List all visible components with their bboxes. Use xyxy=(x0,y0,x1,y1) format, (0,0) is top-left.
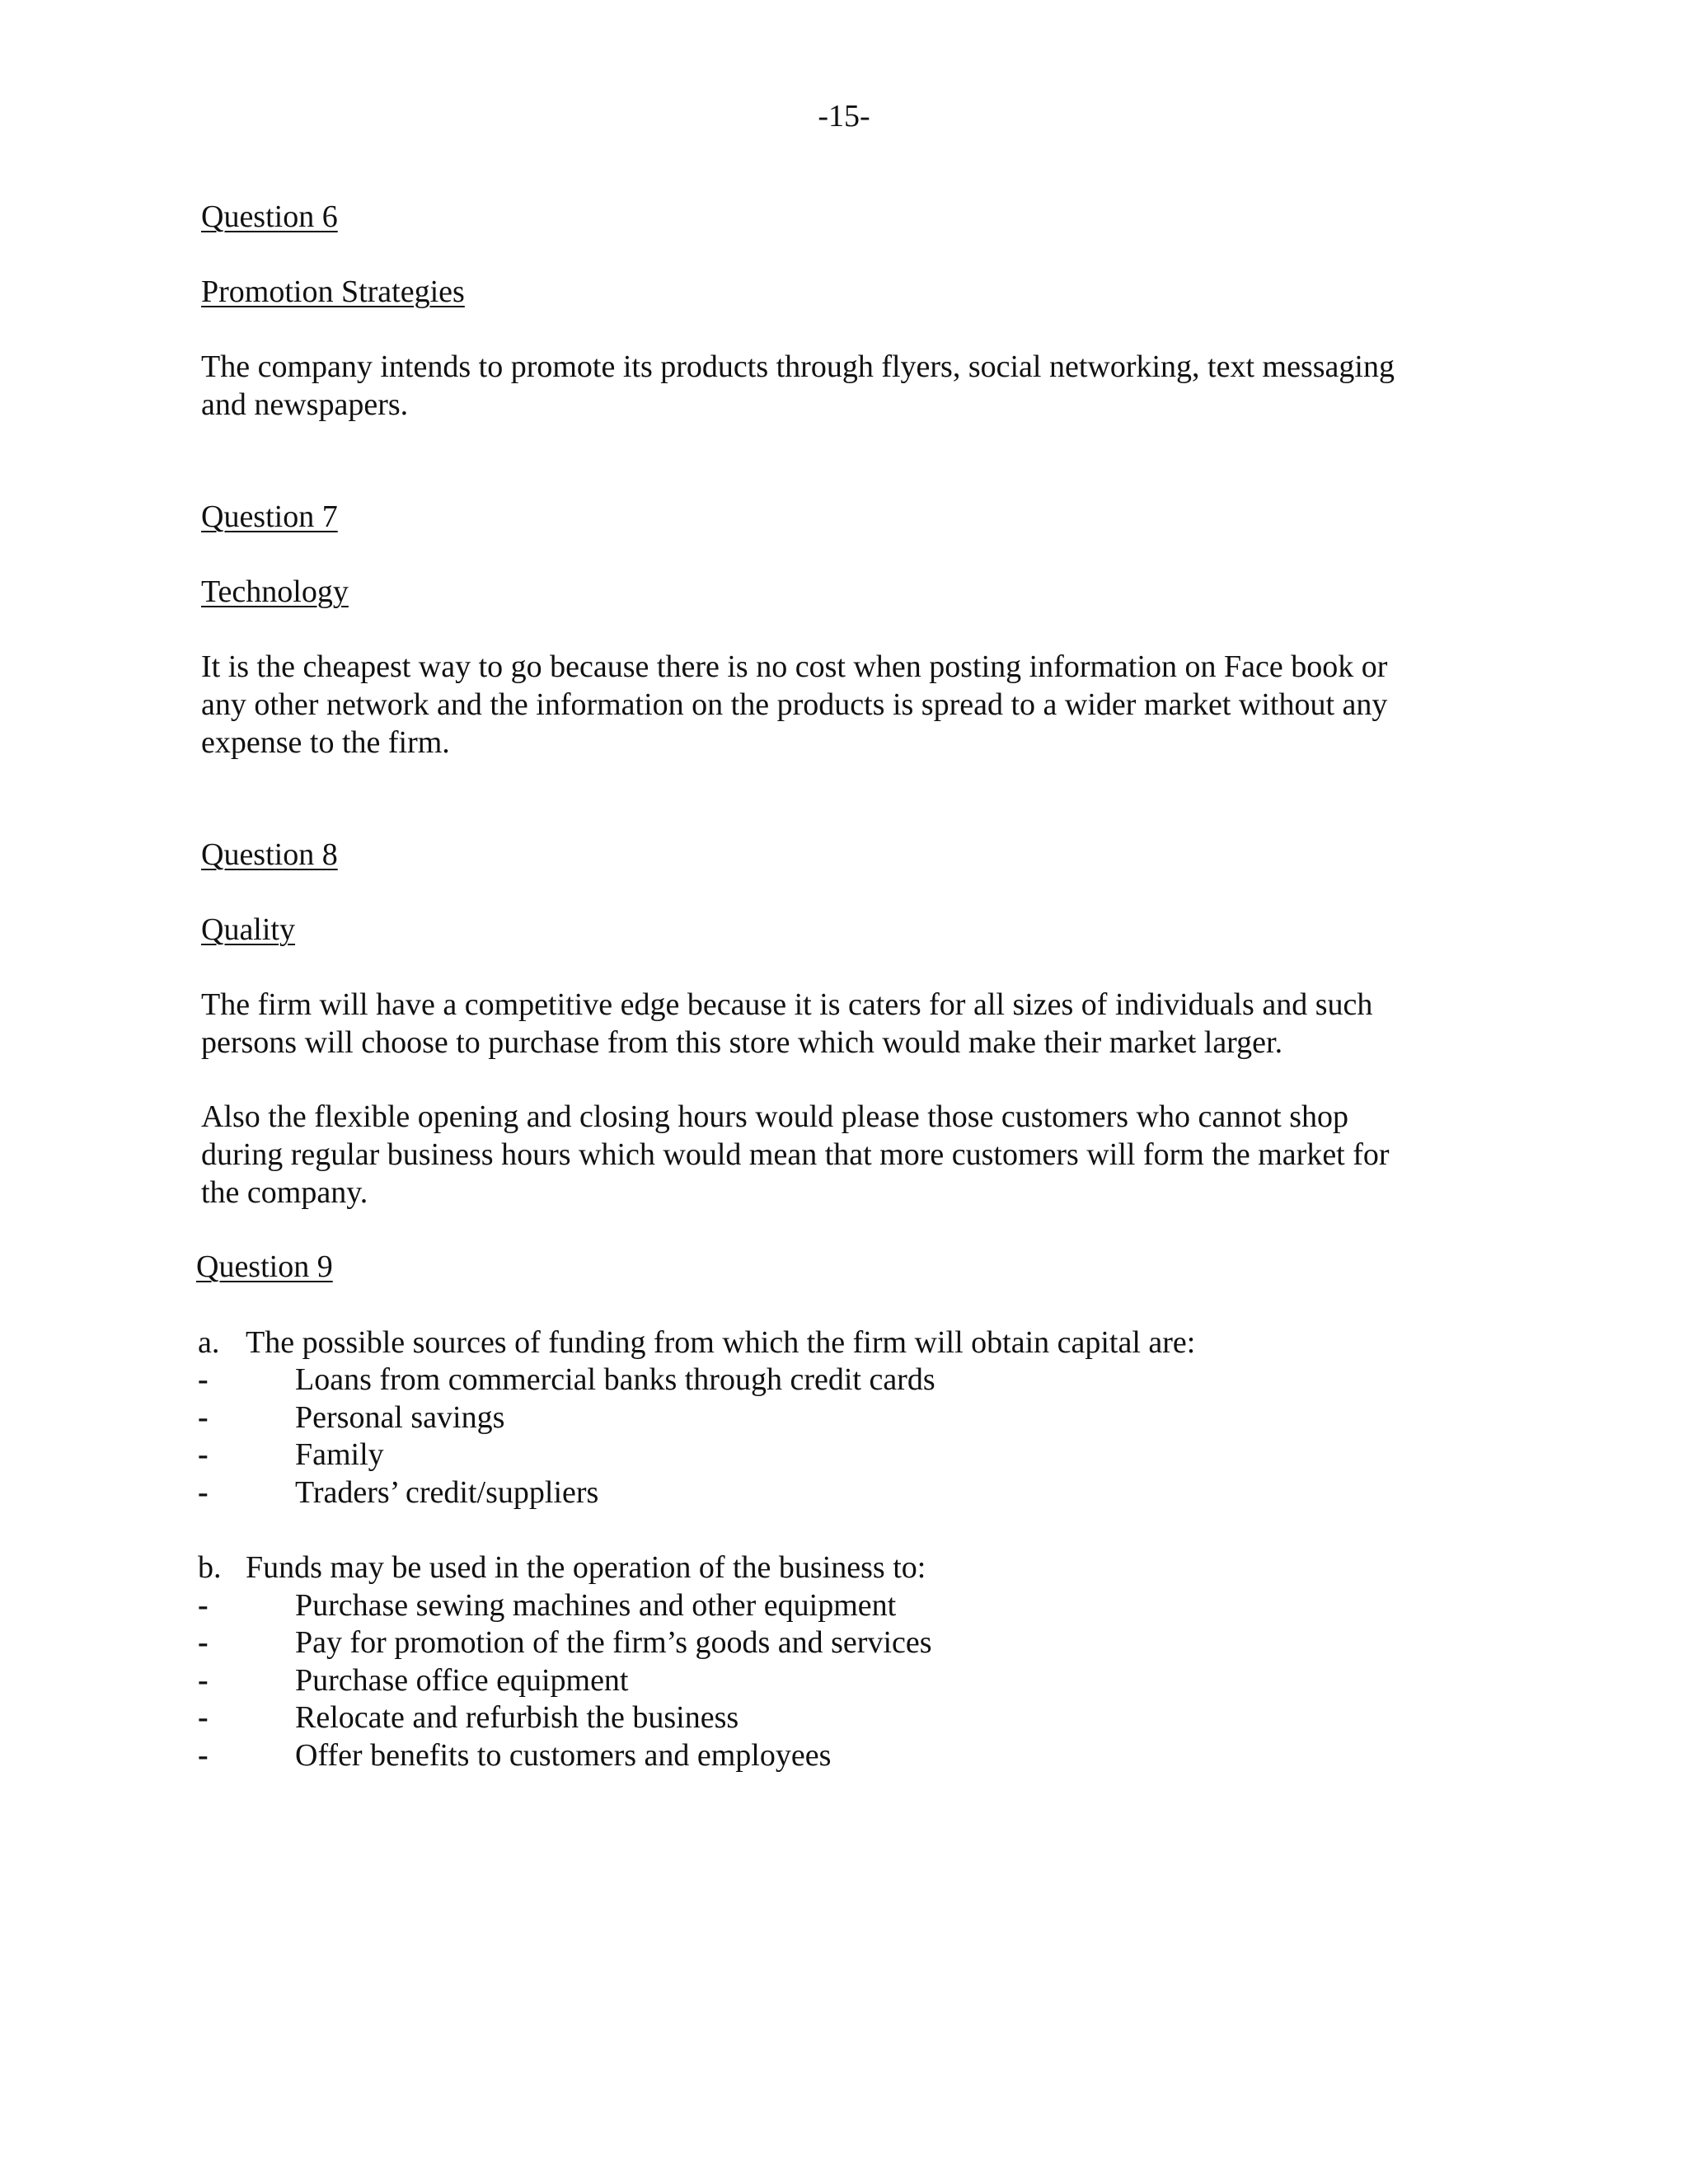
part-a-letter: a. xyxy=(198,1325,220,1360)
question-7-heading: Question 7 xyxy=(201,499,338,534)
list-dash: - xyxy=(198,1475,209,1510)
question-9-heading: Question 9 xyxy=(196,1249,333,1284)
paragraph-line: and newspapers. xyxy=(201,387,409,422)
question-8-heading: Question 8 xyxy=(201,837,338,872)
list-item: Purchase sewing machines and other equipment xyxy=(295,1588,897,1623)
list-item: Pay for promotion of the firm’s goods and services xyxy=(295,1625,932,1660)
paragraph-line: The company intends to promote its products through flyers, social networking, text messaging xyxy=(201,349,1395,384)
part-b-lead: Funds may be used in the operation of the business to: xyxy=(246,1550,926,1585)
list-dash: - xyxy=(198,1700,209,1735)
paragraph-line: the company. xyxy=(201,1175,368,1210)
paragraph-line: during regular business hours which would mean that more customers will form the market for xyxy=(201,1137,1390,1172)
part-a-lead: The possible sources of funding from which the firm will obtain capital are: xyxy=(246,1325,1196,1360)
list-dash: - xyxy=(198,1625,209,1660)
list-dash: - xyxy=(198,1437,209,1472)
list-dash: - xyxy=(198,1588,209,1623)
part-b-letter: b. xyxy=(198,1550,222,1585)
question-6-heading: Question 6 xyxy=(201,199,338,234)
question-7-subheading: Technology xyxy=(201,574,349,609)
question-8-subheading: Quality xyxy=(201,912,295,947)
paragraph-line: any other network and the information on the products is spread to a wider market without any xyxy=(201,687,1388,722)
paragraph-line: It is the cheapest way to go because there is no cost when posting information on Face book or xyxy=(201,649,1388,684)
question-8-paragraph-2 xyxy=(201,1098,1470,1212)
question-7-paragraph xyxy=(201,648,1470,762)
list-dash: - xyxy=(198,1400,209,1435)
paragraph-line: The firm will have a competitive edge because it is caters for all sizes of individuals and such xyxy=(201,987,1373,1022)
list-item: Family xyxy=(295,1437,384,1472)
list-dash: - xyxy=(198,1362,209,1397)
list-dash: - xyxy=(198,1738,209,1773)
list-item: Relocate and refurbish the business xyxy=(295,1700,739,1735)
page-number: -15- xyxy=(818,99,870,134)
question-6-paragraph xyxy=(201,348,1470,424)
question-8-paragraph-1 xyxy=(201,986,1470,1062)
list-dash: - xyxy=(198,1663,209,1698)
list-item: Loans from commercial banks through credit cards xyxy=(295,1362,935,1397)
paragraph-line: expense to the firm. xyxy=(201,725,450,760)
list-item: Personal savings xyxy=(295,1400,505,1435)
paragraph-line: persons will choose to purchase from this store which would make their market larger. xyxy=(201,1025,1283,1060)
list-item: Purchase office equipment xyxy=(295,1663,629,1698)
list-item: Offer benefits to customers and employees xyxy=(295,1738,832,1773)
list-item: Traders’ credit/suppliers xyxy=(295,1475,599,1510)
question-6-subheading: Promotion Strategies xyxy=(201,274,465,309)
paragraph-line: Also the flexible opening and closing hours would please those customers who cannot shop xyxy=(201,1099,1349,1134)
